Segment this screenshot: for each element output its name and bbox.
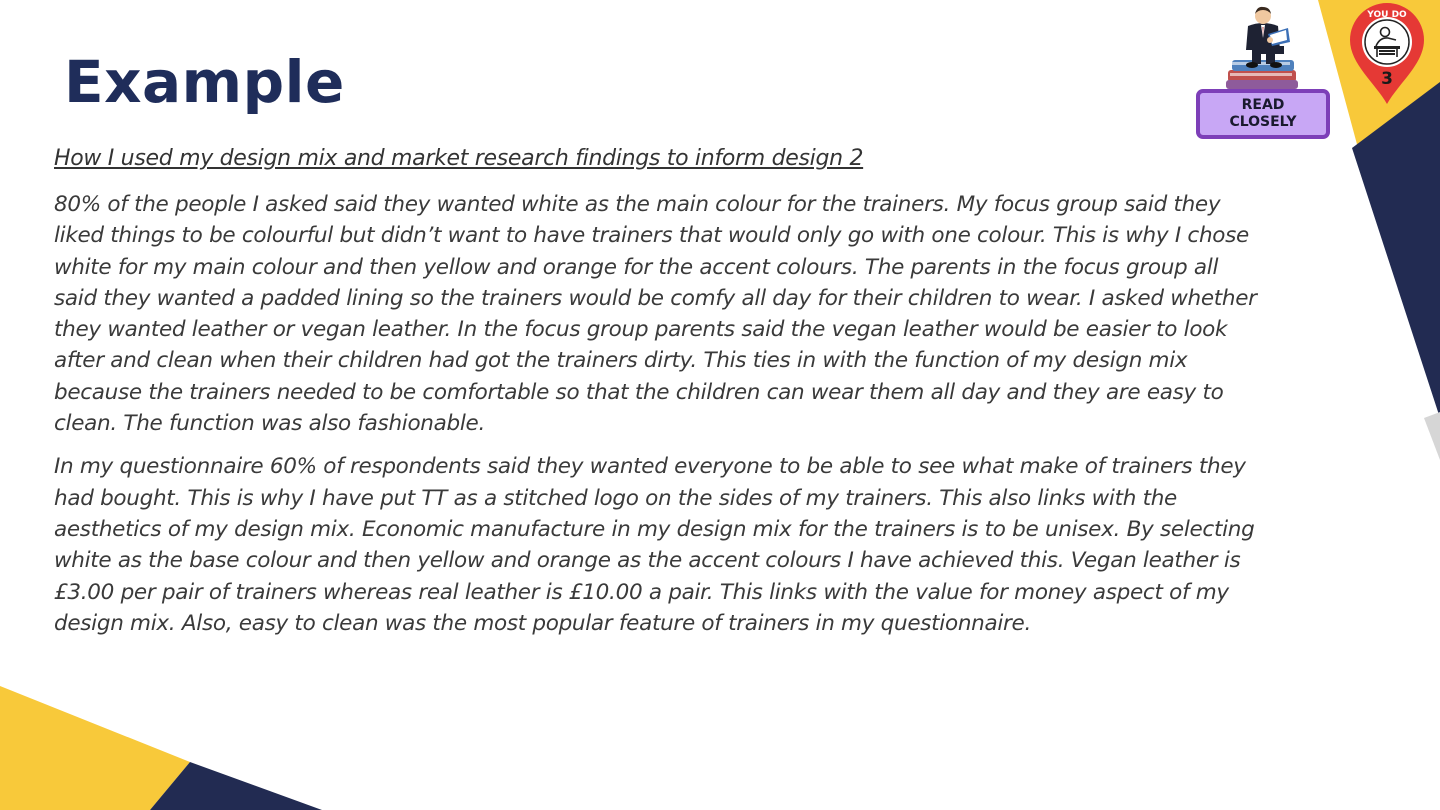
you-do-location-pin-icon [1348,2,1426,106]
paragraph-questionnaire: In my questionnaire 60% of respondents said they wanted everyone to be able to see what make of trainers they had bought. This is why I have put TT as a stitched logo on the sides of my trainers. This also links with the aesthetics of my design mix. Economic manufacture in my design mix for the trainers is to be unisex. By selecting white as the base colour and then yellow and orange as the accent colours I have achieved this. Vegan leather is £3.00 per pair of trainers whereas real leather is £10.00 a pair. This links with the value for money aspect of my design mix. Also, easy to clean was the most popular feature of trainers in my questionnaire. [54,454,1255,636]
paragraph-design-mix: 80% of the people I asked said they wanted white as the main colour for the trainers. My focus group said they liked things to be colourful but didn’t want to have trainers that would only go with one colour. This is why I chose white for my main colour and then yellow and orange for the accent colours. The parents in the focus group all said they wanted a padded lining so the trainers would be comfy all day for their children to wear. I asked whether they wanted leather or vegan leather. In the focus group parents said the vegan leather would be easier to look after and clean when their children had got the trainers dirty. This ties in with the function of my design mix because the trainers needed to be comfortable so that the children can wear them all day and they are easy to clean. The function was also fashionable. [54,192,1257,437]
pin-top-text: YOU DO [1367,10,1407,20]
read-closely-badge [1196,89,1330,139]
read-closely-line2: CLOSELY [1229,114,1297,130]
example-text-panel [54,146,1264,651]
pin-number: 3 [1381,69,1393,89]
document-heading: How I used my design mix and market research findings to inform design 2 [54,146,864,171]
right-grey-shape [1424,412,1440,460]
slide-title: Example [64,48,345,116]
bottom-left-yellow-shape [0,686,190,810]
man-reading-on-books-icon [1222,4,1304,92]
read-closely-line1: READ [1241,97,1285,113]
